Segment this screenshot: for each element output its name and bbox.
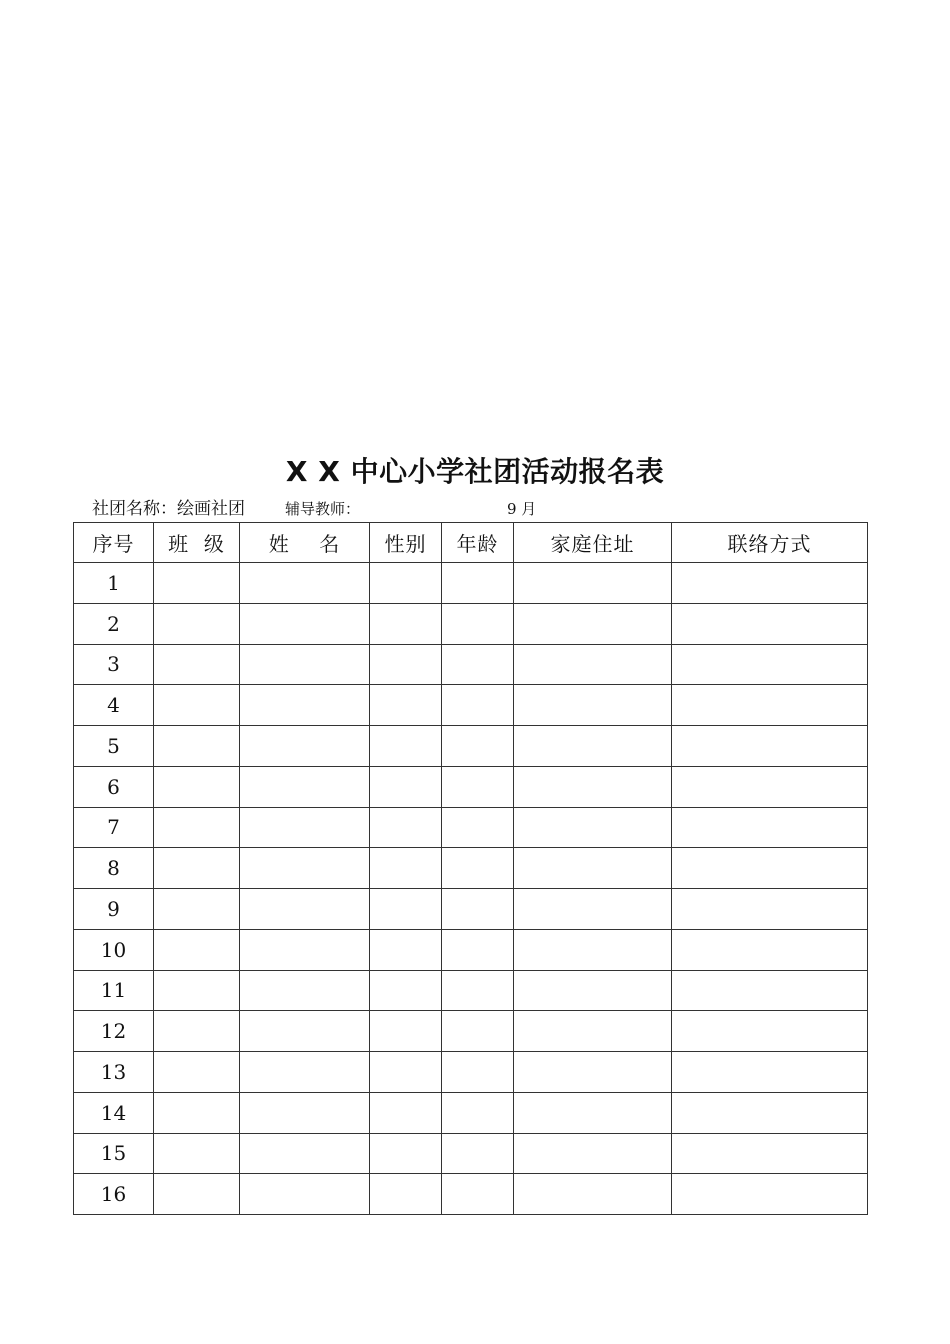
table-row	[74, 685, 868, 726]
row-number: 15	[74, 1133, 154, 1174]
cell-contact[interactable]	[672, 766, 868, 807]
table-row	[74, 970, 868, 1011]
cell-contact[interactable]	[672, 603, 868, 644]
row-number: 3	[74, 644, 154, 685]
cell-home-address[interactable]	[514, 889, 672, 930]
cell-age[interactable]	[442, 848, 514, 889]
cell-class[interactable]	[154, 644, 240, 685]
cell-class[interactable]	[154, 603, 240, 644]
row-number: 12	[74, 1011, 154, 1052]
cell-age[interactable]	[442, 766, 514, 807]
cell-gender[interactable]	[370, 685, 442, 726]
cell-class[interactable]	[154, 1052, 240, 1093]
cell-class[interactable]	[154, 929, 240, 970]
cell-class[interactable]	[154, 1133, 240, 1174]
cell-gender[interactable]	[370, 848, 442, 889]
cell-home-address[interactable]	[514, 848, 672, 889]
cell-contact[interactable]	[672, 929, 868, 970]
row-number: 10	[74, 929, 154, 970]
cell-home-address[interactable]	[514, 1133, 672, 1174]
header-contact: 联络方式	[672, 523, 868, 563]
table-row	[74, 1133, 868, 1174]
row-number: 16	[74, 1174, 154, 1215]
row-number: 6	[74, 766, 154, 807]
cell-name[interactable]	[240, 766, 370, 807]
cell-age[interactable]	[442, 929, 514, 970]
cell-class[interactable]	[154, 807, 240, 848]
cell-name[interactable]	[240, 807, 370, 848]
table-row	[74, 563, 868, 604]
cell-name[interactable]	[240, 726, 370, 767]
row-number: 9	[74, 889, 154, 930]
cell-home-address[interactable]	[514, 644, 672, 685]
cell-name[interactable]	[240, 685, 370, 726]
table-row	[74, 1092, 868, 1133]
cell-home-address[interactable]	[514, 563, 672, 604]
header-name: 姓 名	[240, 523, 370, 563]
cell-name[interactable]	[240, 1133, 370, 1174]
cell-age[interactable]	[442, 563, 514, 604]
cell-name[interactable]	[240, 1011, 370, 1052]
cell-name[interactable]	[240, 889, 370, 930]
table-row	[74, 848, 868, 889]
club-name-label: 社团名称：绘画社团	[92, 499, 245, 519]
header-home-address: 家庭住址	[514, 523, 672, 563]
cell-gender[interactable]	[370, 603, 442, 644]
cell-gender[interactable]	[370, 766, 442, 807]
header-gender: 性别	[370, 523, 442, 563]
table-row	[74, 807, 868, 848]
cell-class[interactable]	[154, 563, 240, 604]
cell-name[interactable]	[240, 929, 370, 970]
header-serial-number: 序号	[74, 523, 154, 563]
cell-contact[interactable]	[672, 1174, 868, 1215]
cell-name[interactable]	[240, 1174, 370, 1215]
table-row	[74, 1052, 868, 1093]
cell-home-address[interactable]	[514, 1011, 672, 1052]
table-row	[74, 929, 868, 970]
cell-age[interactable]	[442, 1092, 514, 1133]
row-number: 7	[74, 807, 154, 848]
cell-age[interactable]	[442, 1133, 514, 1174]
cell-age[interactable]	[442, 807, 514, 848]
cell-class[interactable]	[154, 726, 240, 767]
cell-home-address[interactable]	[514, 1092, 672, 1133]
cell-home-address[interactable]	[514, 1052, 672, 1093]
cell-home-address[interactable]	[514, 1174, 672, 1215]
row-number: 8	[74, 848, 154, 889]
cell-gender[interactable]	[370, 929, 442, 970]
row-number: 5	[74, 726, 154, 767]
cell-age[interactable]	[442, 726, 514, 767]
cell-class[interactable]	[154, 1011, 240, 1052]
cell-age[interactable]	[442, 644, 514, 685]
cell-contact[interactable]	[672, 807, 868, 848]
cell-contact[interactable]	[672, 726, 868, 767]
cell-name[interactable]	[240, 970, 370, 1011]
cell-home-address[interactable]	[514, 766, 672, 807]
table-row	[74, 644, 868, 685]
cell-gender[interactable]	[370, 726, 442, 767]
cell-class[interactable]	[154, 1174, 240, 1215]
cell-contact[interactable]	[672, 644, 868, 685]
table-header-row	[74, 523, 868, 563]
cell-contact[interactable]	[672, 563, 868, 604]
table-row	[74, 726, 868, 767]
cell-gender[interactable]	[370, 1011, 442, 1052]
cell-name[interactable]	[240, 644, 370, 685]
cell-class[interactable]	[154, 848, 240, 889]
cell-name[interactable]	[240, 1052, 370, 1093]
cell-age[interactable]	[442, 685, 514, 726]
cell-gender[interactable]	[370, 970, 442, 1011]
row-number: 13	[74, 1052, 154, 1093]
cell-class[interactable]	[154, 889, 240, 930]
table-row	[74, 1011, 868, 1052]
row-number: 2	[74, 603, 154, 644]
cell-age[interactable]	[442, 1174, 514, 1215]
cell-home-address[interactable]	[514, 929, 672, 970]
cell-age[interactable]	[442, 970, 514, 1011]
table-body	[74, 563, 868, 1215]
form-title: X X 中心小学社团活动报名表	[285, 455, 665, 488]
cell-name[interactable]	[240, 603, 370, 644]
cell-age[interactable]	[442, 1052, 514, 1093]
cell-gender[interactable]	[370, 563, 442, 604]
cell-class[interactable]	[154, 766, 240, 807]
table-row	[74, 766, 868, 807]
cell-gender[interactable]	[370, 1092, 442, 1133]
cell-class[interactable]	[154, 685, 240, 726]
cell-contact[interactable]	[672, 848, 868, 889]
cell-name[interactable]	[240, 848, 370, 889]
cell-contact[interactable]	[672, 685, 868, 726]
cell-age[interactable]	[442, 889, 514, 930]
cell-contact[interactable]	[672, 889, 868, 930]
row-number: 11	[74, 970, 154, 1011]
cell-name[interactable]	[240, 1092, 370, 1133]
cell-age[interactable]	[442, 1011, 514, 1052]
cell-home-address[interactable]	[514, 970, 672, 1011]
cell-gender[interactable]	[370, 889, 442, 930]
row-number: 14	[74, 1092, 154, 1133]
registration-table	[73, 522, 868, 1215]
month-label: 9 月	[507, 500, 537, 518]
cell-class[interactable]	[154, 1092, 240, 1133]
table-row	[74, 889, 868, 930]
row-number: 1	[74, 563, 154, 604]
cell-contact[interactable]	[672, 1092, 868, 1133]
cell-contact[interactable]	[672, 1133, 868, 1174]
cell-contact[interactable]	[672, 1011, 868, 1052]
cell-age[interactable]	[442, 603, 514, 644]
teacher-label: 辅导教师：	[285, 500, 361, 518]
row-number: 4	[74, 685, 154, 726]
cell-gender[interactable]	[370, 1174, 442, 1215]
cell-home-address[interactable]	[514, 603, 672, 644]
cell-gender[interactable]	[370, 1052, 442, 1093]
cell-home-address[interactable]	[514, 726, 672, 767]
header-class: 班 级	[154, 523, 240, 563]
cell-name[interactable]	[240, 563, 370, 604]
cell-home-address[interactable]	[514, 685, 672, 726]
cell-contact[interactable]	[672, 1052, 868, 1093]
table-row	[74, 1174, 868, 1215]
cell-contact[interactable]	[672, 970, 868, 1011]
cell-gender[interactable]	[370, 807, 442, 848]
cell-class[interactable]	[154, 970, 240, 1011]
table-row	[74, 603, 868, 644]
cell-home-address[interactable]	[514, 807, 672, 848]
cell-gender[interactable]	[370, 1133, 442, 1174]
header-age: 年龄	[442, 523, 514, 563]
cell-gender[interactable]	[370, 644, 442, 685]
